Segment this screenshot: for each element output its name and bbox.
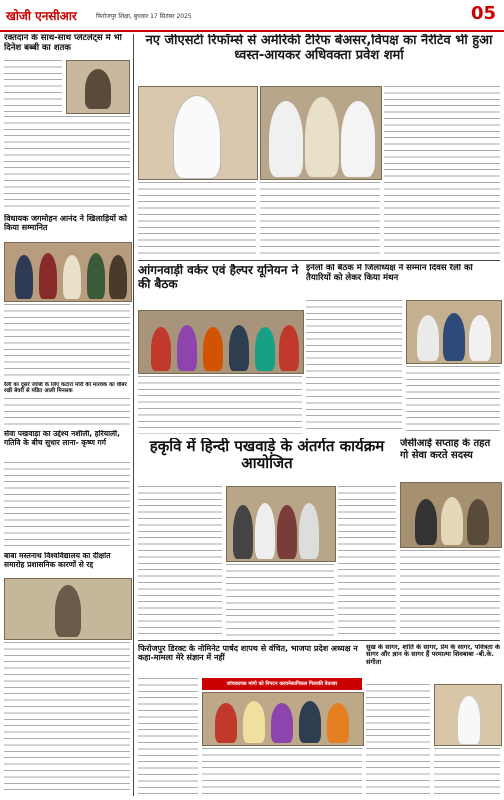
article-anganwadi	[138, 264, 302, 434]
sub-banner: जांचकापक मांगो को निपटन करवनेकागिकल गिलाकी वेतजार	[202, 678, 362, 690]
body-text-2	[202, 748, 362, 796]
photo	[4, 242, 132, 302]
body-text	[138, 678, 198, 796]
section-divider-2	[138, 640, 500, 641]
article-rally	[4, 336, 130, 428]
photo	[202, 692, 364, 746]
photo	[406, 300, 502, 364]
article-baba-mastnath	[4, 552, 130, 796]
headline: विधायक जगमोहन आनंद ने खिलाड़ियों को किया सम्मानित	[4, 214, 127, 233]
body-col-1	[138, 182, 256, 258]
headline: रक्तदान के साथ-साथ प्लेटलेट्स में भी दिनेश बब्बी का शतक	[4, 34, 122, 53]
brand-title: खोजी एनसीआर	[6, 9, 77, 23]
article-gst-main	[138, 34, 500, 258]
headline: फिरोजपुर डिरक्ट के नोमिनेट पार्षद शापथ से वंचित, भाजपा प्रदेश अध्यक्ष न कहा-मामला मेरे संज्ञान में नहीं	[138, 644, 358, 663]
article-hindi-pakhwada	[138, 438, 396, 638]
photo	[226, 486, 336, 562]
body-col-3	[338, 486, 396, 638]
issue-meta: फिरोजपुर शिक्षा, बुधवार 17 सितंबर 2025	[96, 13, 192, 20]
photo-2	[260, 86, 382, 180]
section-divider	[138, 260, 500, 261]
body-col-2	[226, 564, 334, 638]
body-text-2	[4, 398, 130, 428]
headline: सेवा पखवाड़ा का उद्देश्य नशीली, हरियाली, गतिवि के बीच सुधार लाना- कृष्ण गर्ग	[4, 430, 120, 447]
body-text	[4, 336, 130, 380]
body-text	[400, 550, 500, 638]
photo	[434, 684, 502, 746]
headline: बाबा मस्तनाथ विश्वविद्यालय का दीक्षांत समारोह प्रशासनिक कारणों से रद्द	[4, 552, 111, 569]
article-dinesh-babbi	[4, 34, 130, 210]
article-ferozepur-parshad	[138, 644, 362, 796]
masthead	[0, 0, 504, 32]
body-col-3	[384, 86, 500, 258]
column-divider	[133, 34, 134, 796]
headline: हकृवि में हिन्दी पखवाड़े के अंतर्गत कार्यक्रम आयोजित	[149, 438, 385, 473]
article-jci	[400, 438, 500, 638]
headline: आंगनवाड़ी वर्कर एवं हैल्पर यूनियन ने की बैठक	[138, 264, 299, 291]
body-col-1	[138, 486, 222, 638]
body-text	[4, 462, 130, 550]
photo	[400, 482, 502, 548]
headline: सुख के सागर, शांति के सागर, प्रेम के सागर, पवित्रता के सागर और ज्ञान के सागर हैं परमात्मा शिवबाबा -बी.के. संगीता	[366, 644, 500, 666]
article-seva-pakhwada	[4, 430, 130, 550]
body-text	[306, 300, 402, 434]
body-text	[138, 376, 302, 434]
headline: जेसीआई सप्ताह के तहत गो सेवा करते सदस्य	[400, 438, 491, 461]
body-text	[4, 60, 62, 112]
article-jagmohan-anand	[4, 214, 130, 334]
body-text	[4, 304, 130, 334]
subheadline: रैली का दूसरे जांबिः के लिए कटारा मोरी की मारवक का धौबर रखी बेवरी से मंडित आली मिनसक	[4, 382, 127, 395]
photo	[66, 60, 130, 114]
body-text-2	[4, 116, 130, 208]
headline: इनेलो को बैठक में जिलाध्यक्ष ने सम्मान दिवस रैली को तैयारियों को लेकर किया मंथन	[306, 264, 473, 283]
body-col-2	[260, 182, 380, 258]
article-inld-meeting	[306, 264, 500, 434]
photo	[4, 578, 132, 640]
article-bk-sangeeta	[366, 644, 500, 796]
body-text	[4, 642, 130, 792]
photo	[138, 86, 258, 180]
page-number: 05	[470, 3, 496, 24]
photo	[138, 310, 304, 374]
headline: नए जीएसटी रिफॉर्म्स से अमेरिकी टैरिफ बेअसर,विपक्ष का नैरेटिव भी हुआ ध्वस्त-आयकर अधिवक्ता प्रवेश शर्मा	[145, 34, 493, 63]
body-text	[366, 684, 430, 796]
body-text-2	[406, 366, 500, 434]
body-text-2	[434, 748, 500, 796]
